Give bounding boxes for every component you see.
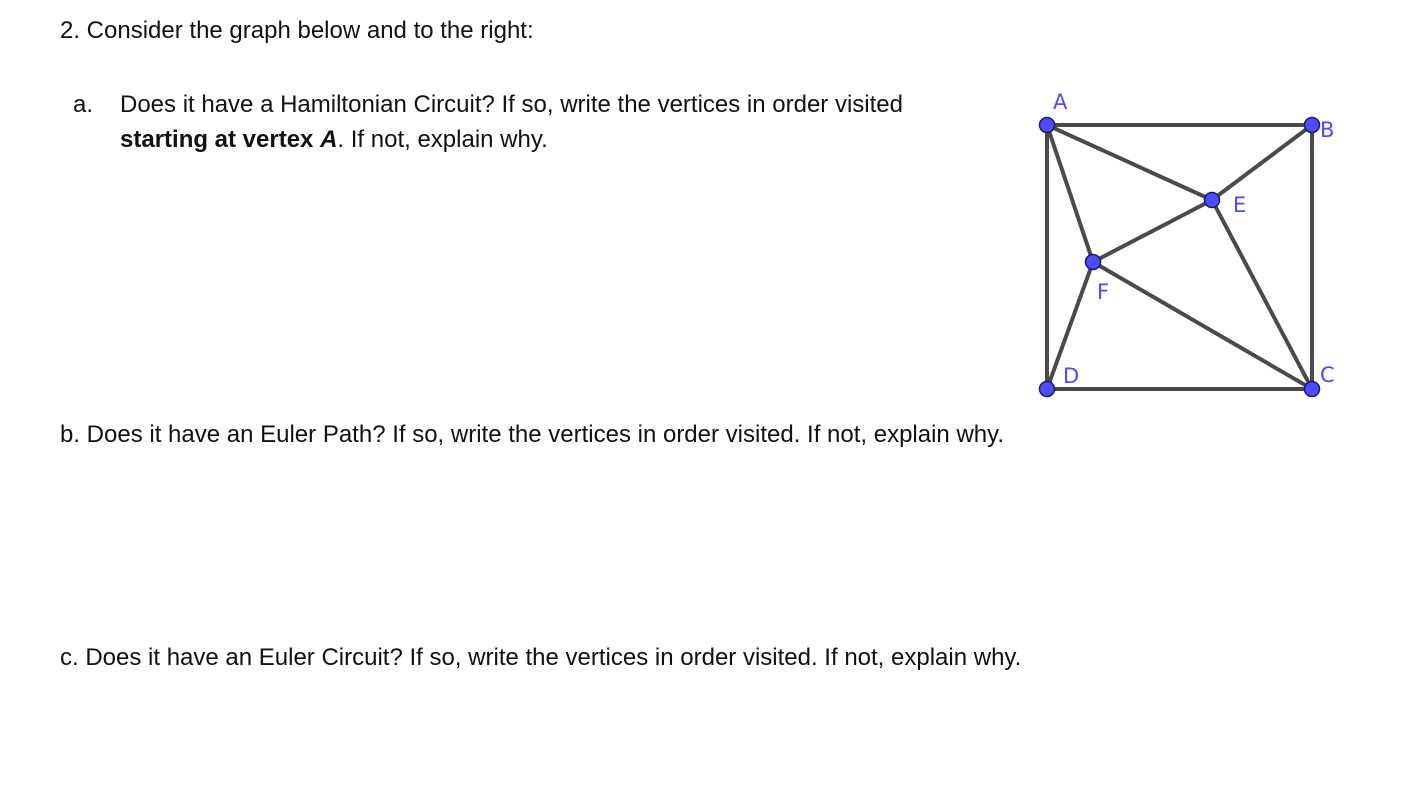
edge-e-f xyxy=(1093,200,1212,262)
vertex-b xyxy=(1305,118,1320,133)
vertex-d xyxy=(1040,382,1055,397)
edge-a-f xyxy=(1047,125,1093,262)
part-c-question: c. Does it have an Euler Circuit? If so, write the vertices in order visited. If not, explain why. xyxy=(60,644,1022,671)
vertex-c xyxy=(1305,382,1320,397)
vertex-label-b: B xyxy=(1320,118,1335,142)
graph-vertices xyxy=(1040,118,1320,397)
part-a-question-line2 xyxy=(120,125,548,155)
part-a-marker: a. xyxy=(73,91,94,118)
graph-diagram xyxy=(1020,80,1350,410)
vertex-label-e: E xyxy=(1233,193,1247,217)
vertex-label-f: F xyxy=(1097,280,1110,304)
vertex-f xyxy=(1086,255,1101,270)
part-a-start-vertex: A xyxy=(320,126,338,153)
edge-b-e xyxy=(1212,125,1312,200)
graph-vertex-labels xyxy=(1053,90,1335,388)
vertex-label-a: A xyxy=(1053,90,1068,114)
vertex-a xyxy=(1040,118,1055,133)
part-a-instruction-rest: . If not, explain why. xyxy=(337,126,548,153)
part-a-question-line1: Does it have a Hamiltonian Circuit? If so, write the vertices in order visited xyxy=(120,91,903,118)
question-heading: 2. Consider the graph below and to the right: xyxy=(60,17,534,44)
part-a-bold-text: starting at vertex xyxy=(120,126,321,153)
vertex-e xyxy=(1205,193,1220,208)
edge-a-e xyxy=(1047,125,1212,200)
vertex-label-d: D xyxy=(1063,364,1080,388)
vertex-label-c: C xyxy=(1320,363,1335,387)
part-b-question: b. Does it have an Euler Path? If so, write the vertices in order visited. If not, explain why. xyxy=(60,421,1005,448)
